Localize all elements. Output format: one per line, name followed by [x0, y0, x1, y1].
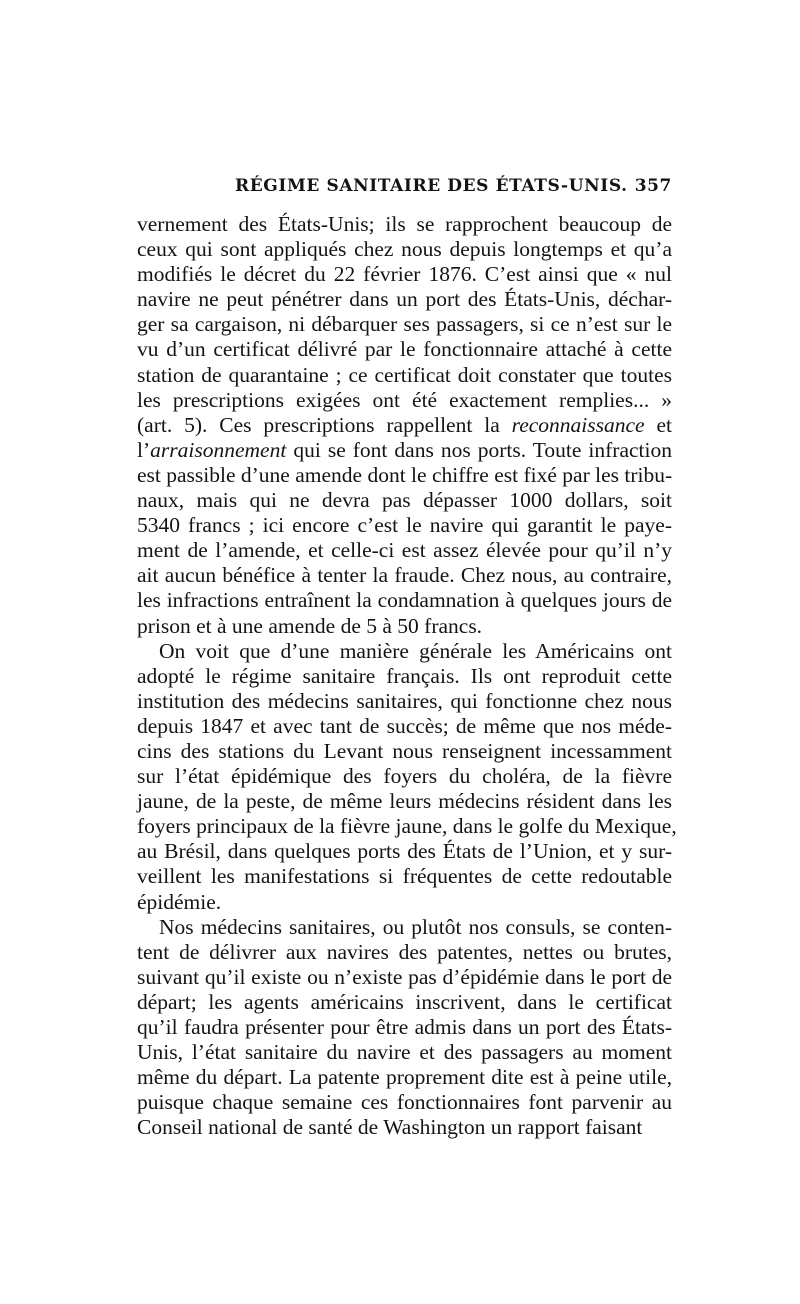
text-line: depuis 1847 et avec tant de succès; de même que nos méde-: [137, 713, 672, 738]
italic-term: reconnaissance: [511, 412, 645, 437]
text-run: (art. 5). Ces prescriptions rappellent la: [137, 412, 512, 437]
text-run: et: [644, 412, 672, 437]
text-line: au Brésil, dans quelques ports des États de l’Union, et y sur-: [137, 839, 672, 864]
text-line: est passible d’une amende dont le chiffre est fixé par les tribu-: [137, 462, 673, 487]
text-line: sur l’état épidémique des foyers du choléra, de la fièvre: [137, 764, 672, 789]
text-line: [137, 438, 672, 463]
text-line: 5340 francs ; ici encore c’est le navire qui garantit le paye-: [137, 513, 672, 538]
paragraph: [137, 915, 672, 1141]
text-line: vu d’un certificat délivré par le fonctionnaire attaché à cette: [137, 337, 672, 362]
text-line: les prescriptions exigées ont été exactement remplies... »: [137, 387, 672, 412]
text-line: veillent les manifestations si fréquentes de cette redoutable: [137, 864, 672, 889]
text-line: modifiés le décret du 22 février 1876. C’est ainsi que « nul: [137, 262, 672, 287]
text-line: prison et à une amende de 5 à 50 francs.: [137, 613, 483, 638]
body-text: [137, 212, 677, 1140]
text-line: station de quarantaine ; ce certificat doit constater que toutes: [137, 362, 672, 387]
text-line: qu’il faudra présenter pour être admis dans un port des États-: [137, 1015, 672, 1039]
text-line: foyers principaux de la fièvre jaune, dans le golfe du Mexique,: [137, 814, 677, 839]
text-line: jaune, de la peste, de même leurs médecins résident dans les: [137, 789, 672, 814]
text-line: [137, 413, 672, 438]
text-line: ceux qui sont appliqués chez nous depuis longtemps et qu’a: [137, 237, 672, 262]
running-head: [137, 176, 672, 206]
text-line: vernement des États-Unis; ils se rapprochent beaucoup de: [137, 212, 672, 236]
text-run: qui se font dans nos ports. Toute infraction: [286, 437, 672, 462]
text-line: épidémie.: [137, 889, 222, 914]
text-line: Conseil national de santé de Washington un rapport faisant: [137, 1115, 643, 1140]
text-line: Unis, l’état sanitaire du navire et des passagers au moment: [137, 1040, 672, 1065]
text-line: départ; les agents américains inscrivent, dans le certificat: [137, 989, 672, 1014]
text-line: suivant qu’il existe ou n’existe pas d’épidémie dans le port de: [137, 964, 672, 989]
running-title: RÉGIME SANITAIRE DES ÉTATS-UNIS.: [235, 176, 628, 196]
text-line: On voit que d’une manière générale les Américains ont: [159, 638, 672, 663]
text-line: ment de l’amende, et celle-ci est assez élevée pour qu’il n’y: [137, 538, 672, 563]
italic-term: arraisonnement: [150, 437, 287, 462]
text-line: les infractions entraînent la condamnation à quelques jours de: [137, 588, 672, 613]
text-line: navire ne peut pénétrer dans un port des États-Unis, déchar-: [137, 287, 672, 312]
text-line: même du départ. La patente proprement dite est à peine utile,: [137, 1065, 672, 1090]
paragraph: [137, 212, 672, 639]
text-line: cins des stations du Levant nous renseignent incessamment: [137, 738, 672, 763]
text-line: naux, mais qui ne devra pas dépasser 1000 dollars, soit: [137, 488, 672, 513]
text-line: ait aucun bénéfice à tenter la fraude. Chez nous, au contraire,: [137, 563, 672, 588]
text-line: ger sa cargaison, ni débarquer ses passagers, si ce n’est sur le: [137, 312, 672, 337]
paragraph: [137, 638, 677, 915]
text-line: Nos médecins sanitaires, ou plutôt nos consuls, se conten-: [159, 914, 672, 939]
text-line: tent de délivrer aux navires des patentes, nettes ou brutes,: [137, 939, 672, 964]
text-line: puisque chaque semaine ces fonctionnaires font parvenir au: [137, 1090, 672, 1115]
text-line: adopté le régime sanitaire français. Ils ont reproduit cette: [137, 663, 672, 688]
text-line: institution des médecins sanitaires, qui fonctionne chez nous: [137, 688, 672, 713]
page-number: 357: [634, 176, 672, 196]
text-run: l’: [137, 437, 151, 462]
